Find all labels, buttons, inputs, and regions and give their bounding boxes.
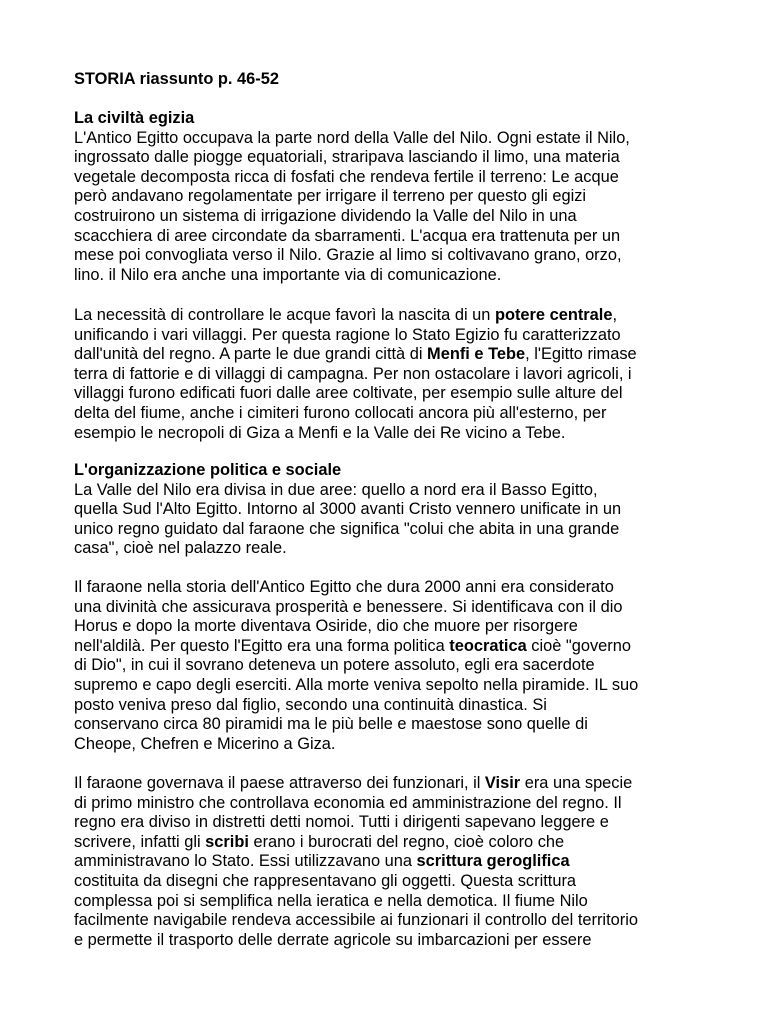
bold-term: potere centrale (494, 306, 613, 324)
paragraph-line: delta del fiume, anche i cimiteri furono collocati ancora più all'esterno, per (74, 403, 607, 422)
text-run: Il faraone governava il paese attraverso dei funzionari, il (74, 774, 485, 792)
paragraph-line: complessa poi si semplifica nella ieratica e nella demotica. Il fiume Nilo (74, 891, 588, 910)
paragraph-line: ingrossato dalle piogge equatoriali, straripava lasciando il limo, una materia (74, 148, 620, 167)
paragraph-line: però andavano regolamentate per irrigare il terreno per questo gli egizi (74, 187, 587, 206)
bold-term: Visir (484, 774, 521, 792)
bold-term: Menfi e Tebe (427, 345, 526, 364)
paragraph-line: Horus e dopo la morte diventava Osiride, dio che muore per risorgere (74, 617, 578, 636)
section-faraone (74, 578, 714, 754)
paragraph-line (74, 852, 714, 872)
text-run: nell'aldilà. Per questo l'Egitto era una forma politica (74, 636, 450, 655)
paragraph-line: La Valle del Nilo era divisa in due aree: quello a nord era il Basso Egitto, (74, 480, 598, 499)
section-heading: L'organizzazione politica e sociale (74, 461, 342, 479)
paragraph-line: terra di fattorie e di villaggi di campagna. Per non ostacolare i lavori agricoli, i (74, 364, 632, 383)
paragraph-line: scacchiera di aree circondate da sbarramenti. L'acqua era trattenuta per un (74, 226, 621, 245)
paragraph-line: casa", cioè nel palazzo reale. (74, 539, 287, 558)
paragraph-line: Il faraone nella storia dell'Antico Egitto che dura 2000 anni era considerato (74, 578, 614, 596)
paragraph-line (74, 637, 714, 657)
document-title: STORIA riassunto p. 46-52 (74, 70, 279, 88)
paragraph-line: Cheope, Chefren e Micerino a Giza. (74, 734, 336, 753)
paragraph-line: conservano circa 80 piramidi ma le più belle e maestose sono quelle di (74, 715, 588, 734)
paragraph-line: facilmente navigabile rendeva accessibile ai funzionari il controllo del territorio (74, 911, 638, 930)
bold-term: teocratica (449, 636, 527, 655)
paragraph-line: una divinità che assicurava prosperità e benessere. Si identificava con il dio (74, 597, 623, 616)
paragraph-line: unificando i vari villaggi. Per questa ragione lo Stato Egizio fu caratterizzato (74, 325, 621, 344)
paragraph-line: e permette il trasporto delle derrate agricole su imbarcazioni per essere (74, 930, 592, 949)
paragraph-line (74, 774, 714, 794)
paragraph-line: mese poi convogliata verso il Nilo. Grazie al limo si coltivavano grano, orzo, (74, 246, 622, 265)
text-run: amministravano lo Stato. Essi utilizzavano una (74, 852, 417, 871)
paragraph-line: unico regno guidato dal faraone che significa "colui che abita in una grande (74, 519, 620, 538)
paragraph-line: di primo ministro che controllava economia ed amministrazione del regno. Il (74, 793, 622, 812)
text-run: scrivere, infatti gli (74, 832, 206, 851)
section-organizzazione-politica (74, 461, 714, 559)
paragraph-line: posto veniva preso dal figlio, secondo una continuità dinastica. Si (74, 695, 547, 714)
text-run: , l'Egitto rimase (525, 345, 637, 364)
paragraph-line: supremo e capo degli eserciti. Alla morte veniva sepolto nella piramide. IL suo (74, 675, 639, 694)
section-funzionari (74, 774, 714, 950)
text-run: era una specie (520, 774, 633, 792)
paragraph-line (74, 833, 714, 853)
bold-term: scribi (205, 832, 249, 851)
text-run: , (612, 306, 618, 324)
bold-term: scrittura geroglifica (416, 852, 570, 871)
paragraph-line: esempio le necropoli di Giza a Menfi e la Valle dei Re vicino a Tebe. (74, 423, 566, 442)
paragraph-line: costituita da disegni che rappresentavano gli oggetti. Questa scrittura (74, 871, 577, 890)
paragraph-line: vegetale decomposta ricca di fosfati che rendeva fertile il terreno: Le acque (74, 167, 619, 186)
paragraph-line: regno era diviso in distretti detti nomoi. Tutti i dirigenti sapevano leggere e (74, 813, 609, 832)
paragraph-line: L'Antico Egitto occupava la parte nord della Valle del Nilo. Ogni estate il Nilo, (74, 128, 630, 147)
paragraph-line (74, 345, 714, 365)
text-run: dall'unità del regno. A parte le due grandi città di (74, 345, 428, 364)
text-run: La necessità di controllare le acque favorì la nascita di un (74, 306, 495, 324)
paragraph-line: quella Sud l'Alto Egitto. Intorno al 3000 avanti Cristo vennero unificate in un (74, 500, 622, 519)
text-run: erano i burocrati del regno, cioè coloro che (248, 832, 565, 851)
paragraph-line: di Dio", in cui il sovrano deteneva un potere assoluto, egli era sacerdote (74, 656, 595, 675)
text-run: cioè "governo (526, 636, 631, 655)
paragraph-line: costruirono un sistema di irrigazione dividendo la Valle del Nilo in una (74, 206, 577, 225)
section-heading: La civiltà egizia (74, 109, 195, 127)
paragraph-line: villaggi furono edificati fuori dalle aree coltivate, per esempio sulle alture del (74, 384, 623, 403)
paragraph-line (74, 306, 714, 326)
paragraph-line: lino. il Nilo era anche una importante via di comunicazione. (74, 265, 502, 284)
section-civilta-egizia (74, 109, 714, 285)
section-potere-centrale (74, 306, 714, 443)
